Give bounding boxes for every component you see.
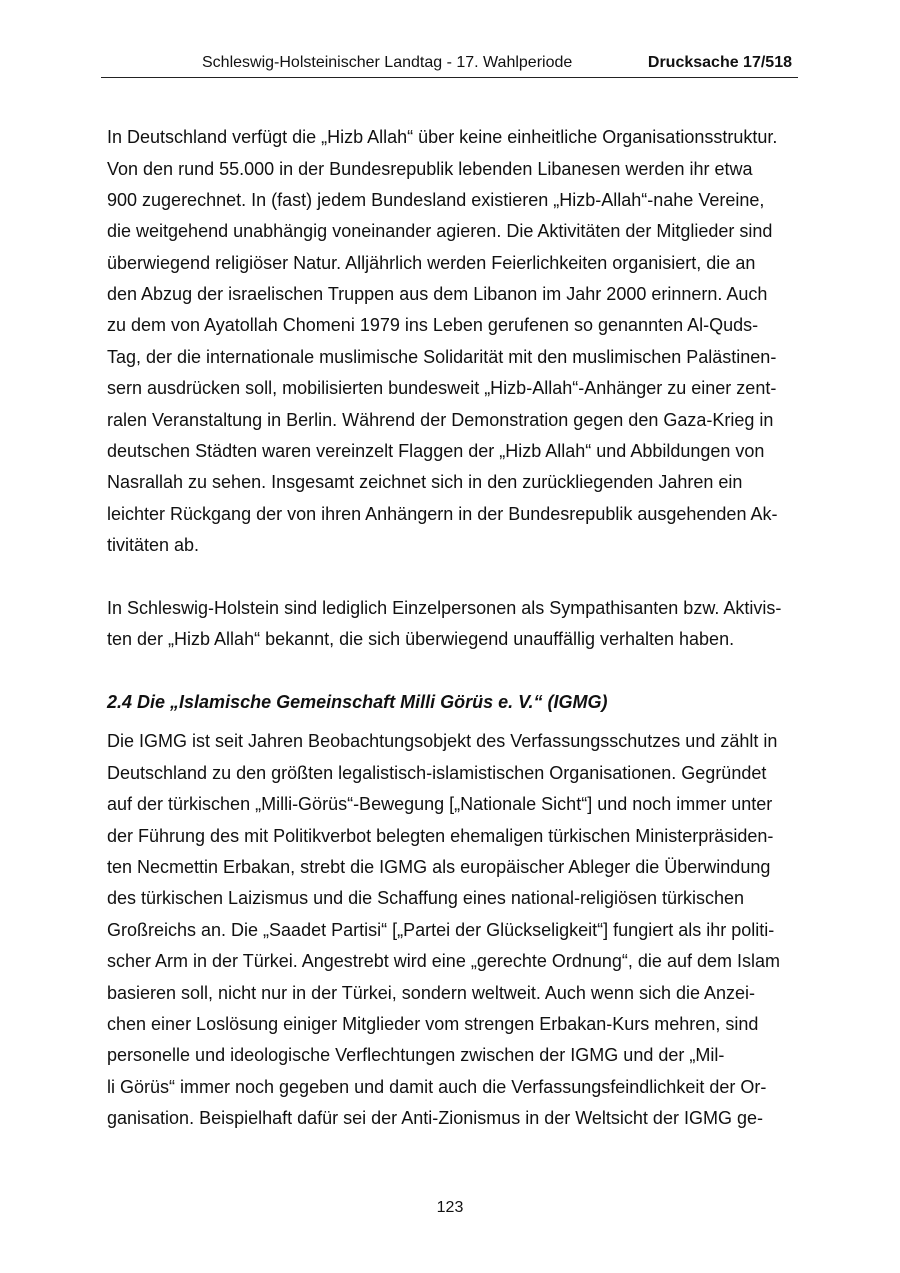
text-line: auf der türkischen „Milli-Görüs“-Bewegung [„Nationale Sicht“] und noch immer unter [107,794,773,814]
page-number: 123 [436,1199,464,1216]
text-line: des türkischen Laizismus und die Schaffung eines national-religiösen türkischen [107,888,745,908]
text-line: personelle und ideologische Verflechtungen zwischen der IGMG und der „Mil- [107,1045,725,1065]
text-line: die weitgehend unabhängig voneinander agieren. Die Aktivitäten der Mitglieder sind [107,221,773,241]
text-line: tivitäten ab. [107,535,200,555]
text-line: basieren soll, nicht nur in der Türkei, sondern weltweit. Auch wenn sich die Anzei- [107,983,756,1003]
page-header [101,50,798,78]
text-line: In Deutschland verfügt die „Hizb Allah“ über keine einheitliche Organisationsstruktur. [107,127,778,147]
text-line: ten der „Hizb Allah“ bekannt, die sich überwiegend unauffällig verhalten haben. [107,629,735,649]
text-line: chen einer Loslösung einiger Mitglieder vom strengen Erbakan-Kurs mehren, sind [107,1014,759,1034]
header-title: Schleswig-Holsteinischer Landtag - 17. Wahlperiode [202,54,573,71]
text-line: In Schleswig-Holstein sind lediglich Einzelpersonen als Sympathisanten bzw. Aktivis- [107,598,782,618]
text-line: ganisation. Beispielhaft dafür sei der Anti-Zionismus in der Weltsicht der IGMG ge- [107,1108,763,1128]
text-line: ralen Veranstaltung in Berlin. Während der Demonstration gegen den Gaza-Krieg in [107,410,774,430]
text-line: scher Arm in der Türkei. Angestrebt wird eine „gerechte Ordnung“, die auf dem Islam [107,951,780,971]
text-line: den Abzug der israelischen Truppen aus dem Libanon im Jahr 2000 erinnern. Auch [107,284,768,304]
text-line: der Führung des mit Politikverbot belegten ehemaligen türkischen Ministerpräsiden- [107,826,774,846]
text-line: überwiegend religiöser Natur. Alljährlich werden Feierlichkeiten organisiert, die an [107,253,756,273]
section-heading: 2.4 Die „Islamische Gemeinschaft Milli Görüs e. V.“ (IGMG) [107,692,608,712]
text-line: Die IGMG ist seit Jahren Beobachtungsobjekt des Verfassungsschutzes und zählt in [107,731,778,751]
text-line: sern ausdrücken soll, mobilisierten bundesweit „Hizb-Allah“-Anhänger zu einer zent- [107,378,777,398]
text-line: ten Necmettin Erbakan, strebt die IGMG als europäischer Ableger die Überwindung [107,857,771,877]
text-line: deutschen Städten waren vereinzelt Flaggen der „Hizb Allah“ und Abbildungen von [107,441,765,461]
text-line: Deutschland zu den größten legalistisch-islamistischen Organisationen. Gegründet [107,763,767,783]
text-line: zu dem von Ayatollah Chomeni 1979 ins Leben gerufenen so genannten Al-Quds- [107,315,759,335]
text-line: li Görüs“ immer noch gegeben und damit auch die Verfassungsfeindlichkeit der Or- [107,1077,767,1097]
text-line: 900 zugerechnet. In (fast) jedem Bundesland existieren „Hizb-Allah“-nahe Vereine, [107,190,765,210]
text-line: Nasrallah zu sehen. Insgesamt zeichnet sich in den zurückliegenden Jahren ein [107,472,743,492]
text-line: Von den rund 55.000 in der Bundesrepublik lebenden Libanesen werden ihr etwa [107,159,753,179]
text-line: leichter Rückgang der von ihren Anhängern in der Bundesrepublik ausgehenden Ak- [107,504,778,524]
text-line: Großreichs an. Die „Saadet Partisi“ [„Partei der Glückseligkeit“] fungiert als ihr politi- [107,920,775,940]
text-line: Tag, der die internationale muslimische Solidarität mit den muslimischen Palästinen- [107,347,777,367]
header-document-number: Drucksache 17/518 [647,54,792,71]
